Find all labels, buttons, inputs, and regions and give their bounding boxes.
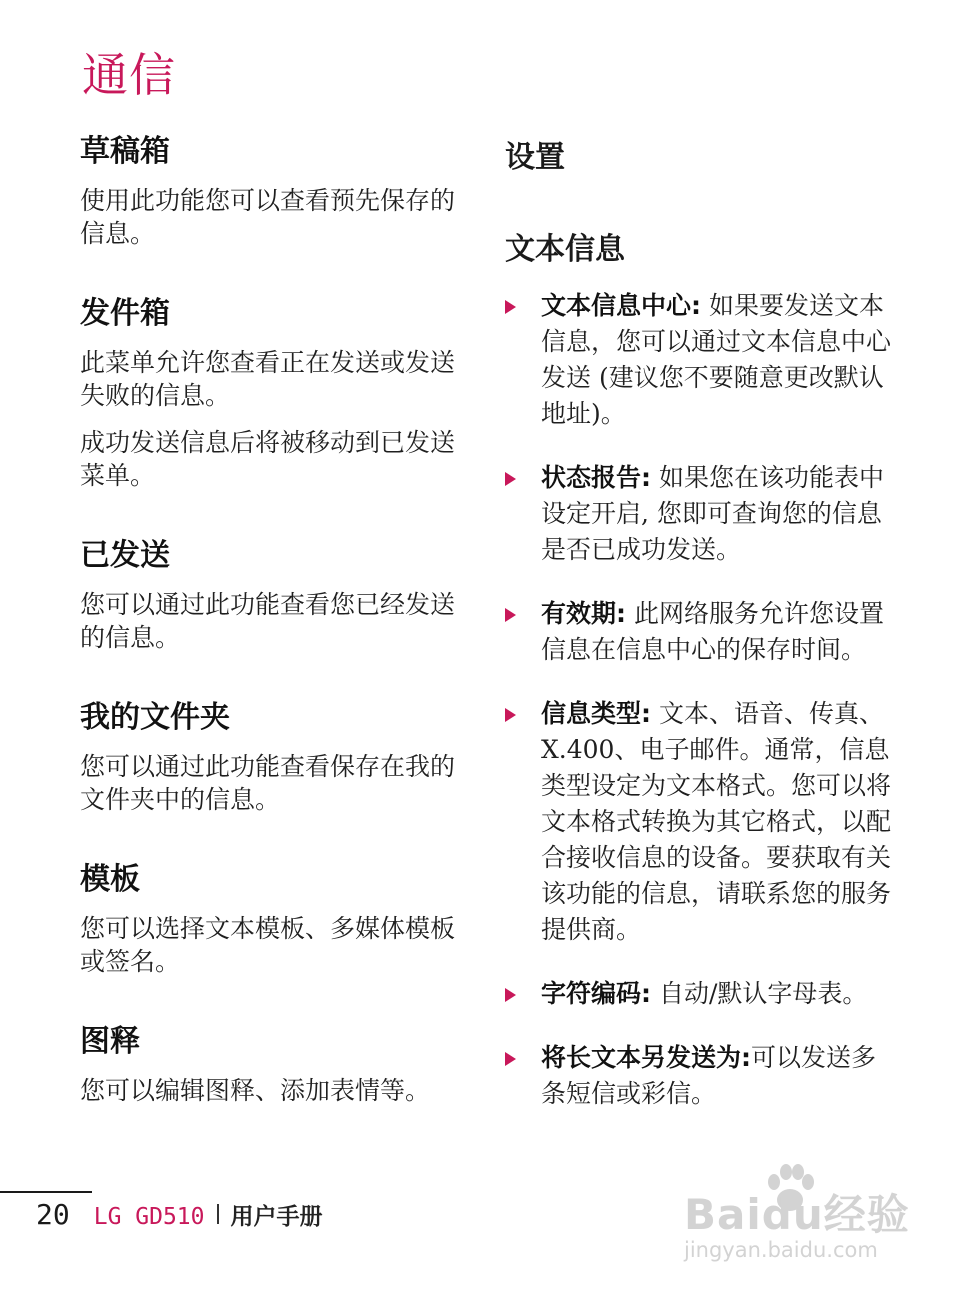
bullet-arrow-icon xyxy=(505,300,516,314)
page-footer xyxy=(36,1198,323,1231)
section-my-folder xyxy=(80,700,460,816)
settings-heading: 设置 xyxy=(505,140,565,175)
watermark-logo: Baidu经验 xyxy=(684,1190,910,1239)
bullet-arrow-icon xyxy=(505,608,516,622)
baidu-watermark xyxy=(676,1160,936,1270)
section-text: 您可以通过此功能查看您已经发送的信息。 xyxy=(80,590,456,652)
list-item xyxy=(505,1040,895,1112)
watermark-url: jingyan.baidu.com xyxy=(684,1238,878,1262)
product-name: LG GD510 xyxy=(93,1204,205,1230)
list-item xyxy=(505,288,895,432)
list-item xyxy=(505,696,895,948)
section-text: 此菜单允许您查看正在发送或发送失败的信息。 xyxy=(80,348,456,410)
settings-list xyxy=(505,288,895,1112)
footer-rule xyxy=(0,1191,92,1193)
item-text: 如果要发送文本信息，您可以通过文本信息中心发送 (建议您不要随意更改默认地址)。 xyxy=(541,291,892,428)
section-outbox xyxy=(80,296,460,492)
item-term: 信息类型: xyxy=(541,699,651,728)
bullet-arrow-icon xyxy=(505,988,516,1002)
page-number: 20 xyxy=(36,1198,70,1231)
section-heading: 已发送 xyxy=(80,538,170,573)
text-message-heading: 文本信息 xyxy=(505,232,625,267)
section-templates xyxy=(80,862,460,978)
item-text: 如果您在该功能表中设定开启, 您即可查询您的信息是否已成功发送。 xyxy=(541,463,884,564)
item-text: 可以发送多条短信或彩信。 xyxy=(541,1043,877,1108)
item-term: 有效期: xyxy=(541,599,626,628)
section-text: 使用此功能您可以查看预先保存的信息。 xyxy=(80,186,456,248)
bullet-arrow-icon xyxy=(505,708,516,722)
section-heading: 发件箱 xyxy=(80,296,170,331)
section-text: 成功发送信息后将被移动到已发送菜单。 xyxy=(80,428,456,490)
item-text: 此网络服务允许您设置信息在信息中心的保存时间。 xyxy=(541,599,884,664)
footer-separator xyxy=(217,1204,219,1224)
section-text: 您可以通过此功能查看保存在我的文件夹中的信息。 xyxy=(80,752,456,814)
section-sent xyxy=(80,538,460,654)
section-heading: 我的文件夹 xyxy=(80,700,230,735)
right-column xyxy=(505,140,895,1140)
section-text: 您可以编辑图释、添加表情等。 xyxy=(80,1076,431,1105)
item-term: 将长文本另发送为: xyxy=(541,1043,751,1072)
section-emoticons xyxy=(80,1024,460,1107)
section-heading: 草稿箱 xyxy=(80,134,170,169)
item-term: 文本信息中心: xyxy=(541,291,701,320)
list-item xyxy=(505,976,895,1012)
section-heading: 图释 xyxy=(80,1024,140,1059)
section-heading: 模板 xyxy=(80,862,140,897)
section-text: 您可以选择文本模板、多媒体模板或签名。 xyxy=(80,914,456,976)
page-title: 通信 xyxy=(82,48,176,102)
item-text: 自动/默认字母表。 xyxy=(651,979,868,1008)
item-term: 状态报告: xyxy=(541,463,651,492)
bullet-arrow-icon xyxy=(505,472,516,486)
item-term: 字符编码: xyxy=(541,979,651,1008)
list-item xyxy=(505,460,895,568)
item-text: 文本、语音、传真、X.400、电子邮件。通常，信息类型设定为文本格式。您可以将文本格式转换为其它格式，以配合接收信息的设备。要获取有关该功能的信息，请联系您的服务提供商。 xyxy=(541,699,892,944)
left-column xyxy=(80,134,460,1153)
section-drafts xyxy=(80,134,460,250)
manual-label: 用户手册 xyxy=(230,1204,323,1230)
bullet-arrow-icon xyxy=(505,1052,516,1066)
list-item xyxy=(505,596,895,668)
